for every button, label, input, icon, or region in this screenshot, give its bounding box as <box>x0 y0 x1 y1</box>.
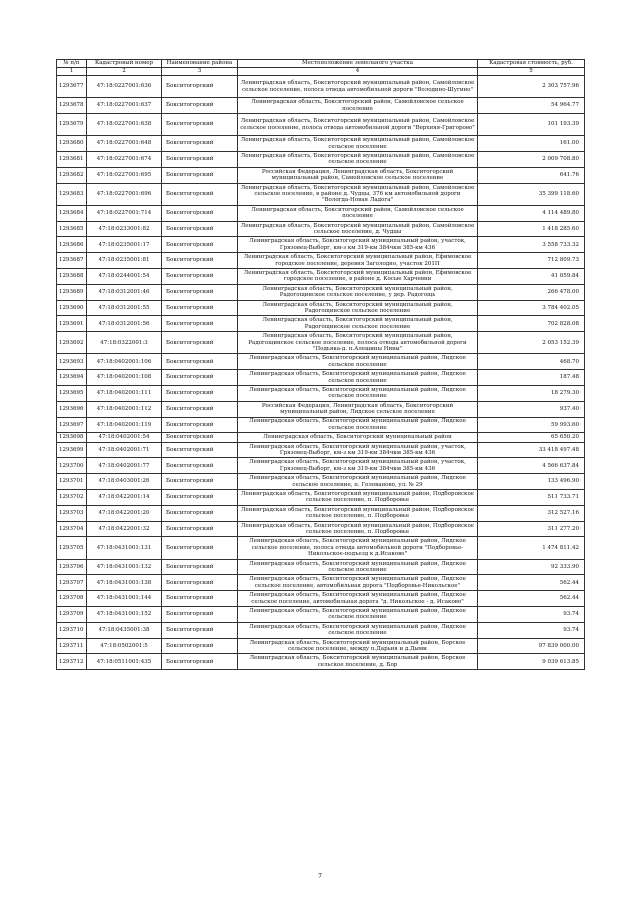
location-text: Ленинградская область, Бокситогорский муниципальный район, Ефимовское городское поселение, деревня Заголодно, участок 201П <box>238 253 478 269</box>
location-text: Ленинградская область, Бокситогорский муниципальный район, Лидское сельское поселение <box>238 385 478 401</box>
row-number: 1293686 <box>57 237 87 253</box>
district-name: Бокситогорский <box>162 521 238 537</box>
cadastral-number: 47:18:0402001:108 <box>87 370 162 386</box>
location-text: Ленинградская область, Бокситогорский район, Самойловское сельское поселение <box>238 205 478 221</box>
district-name: Бокситогорский <box>162 575 238 591</box>
cadastral-value: 562.44 <box>478 591 585 607</box>
district-name: Бокситогорский <box>162 385 238 401</box>
cadastral-number: 47:18:0511001:435 <box>87 654 162 670</box>
header-index-2: 2 <box>87 68 162 76</box>
cadastral-value: 311 277.20 <box>478 521 585 537</box>
row-number: 1293702 <box>57 490 87 506</box>
cadastral-value: 54 964.77 <box>478 98 585 114</box>
row-number: 1293677 <box>57 76 87 98</box>
table-row <box>57 654 585 670</box>
row-number: 1293701 <box>57 474 87 490</box>
row-number: 1293706 <box>57 559 87 575</box>
location-text: Ленинградская область, Бокситогорский муниципальный район, Лидское сельское поселение <box>238 354 478 370</box>
cadastral-number: 47:18:0227001:637 <box>87 98 162 114</box>
cadastral-number: 47:18:0422001:14 <box>87 490 162 506</box>
row-number: 1293687 <box>57 253 87 269</box>
row-number: 1293688 <box>57 268 87 284</box>
table-body <box>57 76 585 670</box>
location-text: Ленинградская область, Бокситогорский муниципальный район, Самойловское сельское поселение <box>238 151 478 167</box>
cadastral-value: 641.76 <box>478 167 585 183</box>
location-text: Ленинградская область, Бокситогорский район, Самойловское сельское поселение <box>238 98 478 114</box>
cadastral-number: 47:18:0227001:674 <box>87 151 162 167</box>
cadastral-value: 511 733.71 <box>478 490 585 506</box>
cadastral-value: 59 993.60 <box>478 417 585 433</box>
cadastral-value: 93.74 <box>478 622 585 638</box>
row-number: 1293710 <box>57 622 87 638</box>
district-name: Бокситогорский <box>162 136 238 152</box>
table-row <box>57 316 585 332</box>
cadastral-value: 266 478.00 <box>478 284 585 300</box>
location-text: Ленинградская область, Бокситогорский муниципальный район, Радогощинское сельское поселение <box>238 300 478 316</box>
table-row <box>57 638 585 654</box>
district-name: Бокситогорский <box>162 332 238 354</box>
header-number-row <box>57 68 585 76</box>
row-number: 1293712 <box>57 654 87 670</box>
cadastral-value: 35 399 118.60 <box>478 183 585 205</box>
district-name: Бокситогорский <box>162 300 238 316</box>
cadastral-value: 2 053 152.39 <box>478 332 585 354</box>
row-number: 1293681 <box>57 151 87 167</box>
location-text: Ленинградская область, Бокситогорский муниципальный район, участок, Грязовец-Выборг, км-з км 319-км 384чкм 385-км 436 <box>238 458 478 474</box>
district-name: Бокситогорский <box>162 221 238 237</box>
district-name: Бокситогорский <box>162 433 238 442</box>
location-text: Ленинградская область, Бокситогорский муниципальный район, Лидское сельское поселение <box>238 370 478 386</box>
location-text: Ленинградская область, Бокситогорский муниципальный район, Самойловское сельское поселение, полоса отвода автомобильной дороги "Володино-Шугино" <box>238 76 478 98</box>
cadastral-number: 47:18:0312001:46 <box>87 284 162 300</box>
table-row <box>57 237 585 253</box>
cadastral-value: 312 527.16 <box>478 505 585 521</box>
row-number: 1293680 <box>57 136 87 152</box>
row-number: 1293703 <box>57 505 87 521</box>
location-text: Ленинградская область, Бокситогорский муниципальный район, Борское сельское поселение, д. Бор <box>238 654 478 670</box>
district-name: Бокситогорский <box>162 167 238 183</box>
cadastral-number: 47:18:0235001:17 <box>87 237 162 253</box>
table-row <box>57 354 585 370</box>
cadastral-number: 47:18:0227001:638 <box>87 113 162 135</box>
cadastral-value: 712 809.73 <box>478 253 585 269</box>
cadastral-value: 18 279.30 <box>478 385 585 401</box>
cadastral-number: 47:18:0227001:636 <box>87 76 162 98</box>
table-row <box>57 505 585 521</box>
table-row <box>57 221 585 237</box>
table-row <box>57 268 585 284</box>
row-number: 1293693 <box>57 354 87 370</box>
row-number: 1293689 <box>57 284 87 300</box>
table-row <box>57 98 585 114</box>
district-name: Бокситогорский <box>162 316 238 332</box>
table-row <box>57 151 585 167</box>
cadastral-number: 47:18:0402001:54 <box>87 433 162 442</box>
district-name: Бокситогорский <box>162 151 238 167</box>
table-row <box>57 183 585 205</box>
district-name: Бокситогорский <box>162 284 238 300</box>
district-name: Бокситогорский <box>162 638 238 654</box>
location-text: Ленинградская область, Бокситогорский муниципальный район, Лидское сельское поселение, автомобильная дорога "Подборовье-Никольское" <box>238 575 478 591</box>
location-text: Ленинградская область, Бокситогорский муниципальный район, Лидское сельское поселение <box>238 417 478 433</box>
district-name: Бокситогорский <box>162 183 238 205</box>
location-text: Ленинградская область, Бокситогорский муниципальный район <box>238 433 478 442</box>
cadastral-value: 187.48 <box>478 370 585 386</box>
row-number: 1293684 <box>57 205 87 221</box>
row-number: 1293694 <box>57 370 87 386</box>
table-row <box>57 490 585 506</box>
location-text: Ленинградская область, Бокситогорский муниципальный район, Самойловское сельское поселение, д. Чудцы <box>238 221 478 237</box>
cadastral-value: 2 303 757.96 <box>478 76 585 98</box>
row-number: 1293679 <box>57 113 87 135</box>
district-name: Бокситогорский <box>162 537 238 559</box>
row-number: 1293709 <box>57 607 87 623</box>
cadastral-number: 47:18:0435001:38 <box>87 622 162 638</box>
cadastral-number: 47:18:0402001:106 <box>87 354 162 370</box>
cadastral-number: 47:18:0244001:54 <box>87 268 162 284</box>
cadastral-value: 97 839 000.00 <box>478 638 585 654</box>
row-number: 1293705 <box>57 537 87 559</box>
cadastral-value: 2 009 708.80 <box>478 151 585 167</box>
table-row <box>57 370 585 386</box>
location-text: Ленинградская область, Бокситогорский муниципальный район, Лидское сельское поселение <box>238 622 478 638</box>
district-name: Бокситогорский <box>162 559 238 575</box>
cadastral-number: 47:18:0422001:20 <box>87 505 162 521</box>
header-index-3: 3 <box>162 68 238 76</box>
table-row <box>57 113 585 135</box>
cadastral-number: 47:18:0502001:5 <box>87 638 162 654</box>
cadastral-number: 47:18:0431001:138 <box>87 575 162 591</box>
table-row <box>57 205 585 221</box>
cadastral-number: 47:18:0312001:56 <box>87 316 162 332</box>
row-number: 1293704 <box>57 521 87 537</box>
table-row <box>57 417 585 433</box>
cadastral-number: 47:18:0227001:714 <box>87 205 162 221</box>
row-number: 1293697 <box>57 417 87 433</box>
location-text: Ленинградская область, Бокситогорский муниципальный район, Самойловское сельское поселение, полоса отвода автомобильной дороги "Верхняя-Григорово" <box>238 113 478 135</box>
table-row <box>57 521 585 537</box>
table-row <box>57 474 585 490</box>
cadastral-number: 47:18:0402001:119 <box>87 417 162 433</box>
location-text: Ленинградская область, Бокситогорский муниципальный район, Подборовское сельское поселение, п. Подборовье <box>238 505 478 521</box>
cadastral-value: 101 193.39 <box>478 113 585 135</box>
table-row <box>57 458 585 474</box>
cadastral-value: 937.40 <box>478 401 585 417</box>
row-number: 1293690 <box>57 300 87 316</box>
row-number: 1293695 <box>57 385 87 401</box>
cadastral-value: 93.74 <box>478 607 585 623</box>
district-name: Бокситогорский <box>162 268 238 284</box>
district-name: Бокситогорский <box>162 98 238 114</box>
cadastral-value: 133 496.90 <box>478 474 585 490</box>
cadastral-number: 47:18:0227001:695 <box>87 167 162 183</box>
cadastral-number: 47:18:0233001:82 <box>87 221 162 237</box>
district-name: Бокситогорский <box>162 622 238 638</box>
row-number: 1293685 <box>57 221 87 237</box>
district-name: Бокситогорский <box>162 490 238 506</box>
header-cadastral-number: Кадастровый номер <box>87 60 162 68</box>
cadastral-number: 47:18:0402001:111 <box>87 385 162 401</box>
district-name: Бокситогорский <box>162 607 238 623</box>
location-text: Ленинградская область, Бокситогорский муниципальный район, Подборовское сельское поселение, п. Подборовье <box>238 490 478 506</box>
row-number: 1293692 <box>57 332 87 354</box>
location-text: Ленинградская область, Бокситогорский муниципальный район, Лидское сельское поселение <box>238 607 478 623</box>
district-name: Бокситогорский <box>162 370 238 386</box>
location-text: Ленинградская область, Бокситогорский муниципальный район, Подборовское сельское поселение, п. Подборовье <box>238 521 478 537</box>
cadastral-number: 47:18:0312001:55 <box>87 300 162 316</box>
table-row <box>57 167 585 183</box>
table-row <box>57 300 585 316</box>
header-index-4: 4 <box>238 68 478 76</box>
location-text: Ленинградская область, Бокситогорский муниципальный район, Радогощинское сельское поселение, полоса отвода автомобильной дороги "Подьяка-д. п.Алешины Нивы" <box>238 332 478 354</box>
cadastral-value: 9 039 613.85 <box>478 654 585 670</box>
row-number: 1293691 <box>57 316 87 332</box>
cadastral-number: 47:18:0422001:32 <box>87 521 162 537</box>
cadastral-value: 1 474 811.42 <box>478 537 585 559</box>
cadastral-value: 4 566 637.84 <box>478 458 585 474</box>
table-row <box>57 622 585 638</box>
district-name: Бокситогорский <box>162 354 238 370</box>
row-number: 1293678 <box>57 98 87 114</box>
row-number: 1293696 <box>57 401 87 417</box>
location-text: Ленинградская область, Бокситогорский муниципальный район, Лидское сельское поселение, автомобильная дорога "д. Никольское - д. Исаково" <box>238 591 478 607</box>
cadastral-number: 47:18:0403001:26 <box>87 474 162 490</box>
location-text: Ленинградская область, Бокситогорский муниципальный район, участок, Грязовец-Выборг, км-з км 319-км 384чкм 385-км 436 <box>238 442 478 458</box>
cadastral-number: 47:18:0227001:696 <box>87 183 162 205</box>
cadastral-number: 47:18:0402001:112 <box>87 401 162 417</box>
cadastral-value: 468.70 <box>478 354 585 370</box>
cadastral-value: 41 059.84 <box>478 268 585 284</box>
cadastral-value: 4 114 489.80 <box>478 205 585 221</box>
district-name: Бокситогорский <box>162 474 238 490</box>
district-name: Бокситогорский <box>162 253 238 269</box>
table-row <box>57 401 585 417</box>
table-row <box>57 332 585 354</box>
table-header <box>57 60 585 76</box>
location-text: Ленинградская область, Бокситогорский муниципальный район, Лидское сельское поселение <box>238 559 478 575</box>
district-name: Бокситогорский <box>162 505 238 521</box>
location-text: Ленинградская область, Бокситогорский муниципальный район, Лидское сельское поселение, п. Голованово, ул. № 29 <box>238 474 478 490</box>
header-district: Наименование района <box>162 60 238 68</box>
location-text: Ленинградская область, Бокситогорский муниципальный район, Самойловское сельское поселение, в районе д. Чудцы, 376 км автомобильной дороги "Вологда-Новая Ладога" <box>238 183 478 205</box>
district-name: Бокситогорский <box>162 113 238 135</box>
header-index-5: 5 <box>478 68 585 76</box>
district-name: Бокситогорский <box>162 442 238 458</box>
header-location: Местоположение земельного участка <box>238 60 478 68</box>
cadastral-value-table <box>56 59 585 670</box>
location-text: Ленинградская область, Бокситогорский муниципальный район, Радогощинское сельское поселение <box>238 316 478 332</box>
table-row <box>57 575 585 591</box>
cadastral-value: 702 828.08 <box>478 316 585 332</box>
table-row <box>57 253 585 269</box>
district-name: Бокситогорский <box>162 458 238 474</box>
location-text: Ленинградская область, Бокситогорский муниципальный район, Радогощинское сельское поселение, у дер. Радогощь <box>238 284 478 300</box>
cadastral-number: 47:18:0235001:81 <box>87 253 162 269</box>
header-value: Кадастровая стоимость, руб. <box>478 60 585 68</box>
district-name: Бокситогорский <box>162 401 238 417</box>
cadastral-value: 3 784 402.05 <box>478 300 585 316</box>
page-number: 7 <box>318 873 322 880</box>
cadastral-number: 47:18:0227001:648 <box>87 136 162 152</box>
cadastral-value: 562.44 <box>478 575 585 591</box>
table-row <box>57 385 585 401</box>
table-row <box>57 537 585 559</box>
cadastral-number: 47:18:0402001:77 <box>87 458 162 474</box>
location-text: Ленинградская область, Бокситогорский муниципальный район, Самойловское сельское поселение <box>238 136 478 152</box>
table-row <box>57 442 585 458</box>
cadastral-number: 47:18:0431001:131 <box>87 537 162 559</box>
table-row <box>57 284 585 300</box>
cadastral-number: 47:18:0322001:3 <box>87 332 162 354</box>
row-number: 1293683 <box>57 183 87 205</box>
row-number: 1293700 <box>57 458 87 474</box>
table-row <box>57 136 585 152</box>
table-row <box>57 607 585 623</box>
location-text: Ленинградская область, Бокситогорский муниципальный район, Борское сельское поселение, между п.Дарьня и д.Дыми <box>238 638 478 654</box>
district-name: Бокситогорский <box>162 591 238 607</box>
cadastral-value: 33 418 497.48 <box>478 442 585 458</box>
district-name: Бокситогорский <box>162 417 238 433</box>
row-number: 1293707 <box>57 575 87 591</box>
location-text: Российская Федерация, Ленинградская область, Бокситогорский муниципальный район, Лидское сельское поселение <box>238 401 478 417</box>
row-number: 1293682 <box>57 167 87 183</box>
cadastral-value: 92 333.90 <box>478 559 585 575</box>
location-text: Ленинградская область, Бокситогорский муниципальный район, Лидское сельское поселение, полоса отвода автомобильной дороги "Подборовье-Никольское-подъезд к д.Исаково" <box>238 537 478 559</box>
cadastral-number: 47:18:0431001:144 <box>87 591 162 607</box>
header-index-1: 1 <box>57 68 87 76</box>
table-row <box>57 559 585 575</box>
cadastral-value: 161.00 <box>478 136 585 152</box>
cadastral-number: 47:18:0431001:152 <box>87 607 162 623</box>
location-text: Российская Федерация, Ленинградская область, Бокситогорский муниципальный район, Самойловское сельское поселение <box>238 167 478 183</box>
cadastral-number: 47:18:0402001:71 <box>87 442 162 458</box>
location-text: Ленинградская область, Бокситогорский муниципальный район, участок, Грязовец-Выборг, км-з км 319-км 384чкм 385-км 436 <box>238 237 478 253</box>
table-row <box>57 433 585 442</box>
row-number: 1293708 <box>57 591 87 607</box>
district-name: Бокситогорский <box>162 205 238 221</box>
table-row <box>57 591 585 607</box>
row-number: 1293699 <box>57 442 87 458</box>
header-num: № п/п <box>57 60 87 68</box>
header-row <box>57 60 585 68</box>
district-name: Бокситогорский <box>162 237 238 253</box>
row-number: 1293698 <box>57 433 87 442</box>
location-text: Ленинградская область, Бокситогорский муниципальный район, Ефимовское городское поселение, в районе д. Косые Харчевни <box>238 268 478 284</box>
cadastral-value: 1 418 285.60 <box>478 221 585 237</box>
cadastral-value: 3 558 733.32 <box>478 237 585 253</box>
table-row <box>57 76 585 98</box>
cadastral-value: 65 650.20 <box>478 433 585 442</box>
district-name: Бокситогорский <box>162 76 238 98</box>
row-number: 1293711 <box>57 638 87 654</box>
district-name: Бокситогорский <box>162 654 238 670</box>
cadastral-number: 47:18:0431001:132 <box>87 559 162 575</box>
